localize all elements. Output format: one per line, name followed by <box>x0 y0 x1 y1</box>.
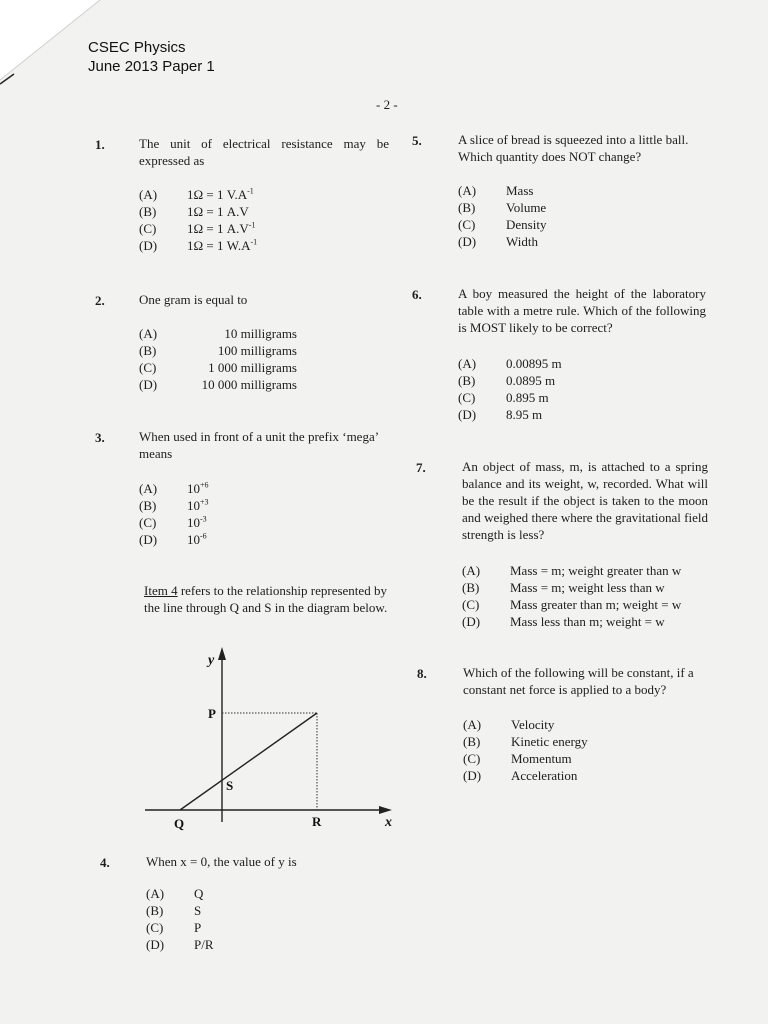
option-exponent: -1 <box>247 186 254 196</box>
option-row[interactable] <box>139 497 209 514</box>
question-5-options <box>458 182 546 250</box>
option-letter: (C) <box>139 221 157 236</box>
question-8-number: 8. <box>417 666 427 681</box>
option-row[interactable] <box>462 613 681 630</box>
item-reference-body: refers to the relationship represented by the line through Q and S in the diagram below. <box>144 583 388 615</box>
option-value: Volume <box>506 200 547 215</box>
option-letter: (A) <box>462 563 481 578</box>
question-6-options <box>458 355 562 423</box>
option-value: S <box>194 903 202 918</box>
question-8-text: Which of the following will be constant, if a constant net force is applied to a body? <box>463 665 694 697</box>
option-exponent: +6 <box>200 480 209 490</box>
question-6-number: 6. <box>412 287 422 302</box>
option-value: 0.00895 m <box>506 356 562 371</box>
option-value: 10 milligrams <box>224 326 297 341</box>
option-value: Mass greater than m; weight = w <box>510 597 682 612</box>
option-letter: (A) <box>146 886 165 901</box>
option-row[interactable] <box>458 355 562 372</box>
option-exponent: -6 <box>200 531 207 541</box>
question-1-number: 1. <box>95 137 105 152</box>
header-subject: CSEC Physics <box>88 39 186 56</box>
question-4-text: When x = 0, the value of y is <box>146 854 297 869</box>
question-3-text: When used in front of a unit the prefix ‘mega’ means <box>139 429 379 461</box>
graph-diagram <box>140 642 400 832</box>
option-value: 1Ω = 1 A.V <box>187 221 249 236</box>
option-row[interactable] <box>462 596 681 613</box>
question-2-text: One gram is equal to <box>139 292 248 307</box>
option-row[interactable] <box>458 233 546 250</box>
page-number: - 2 - <box>376 97 398 112</box>
option-row[interactable] <box>463 767 588 784</box>
option-letter: (D) <box>146 937 165 952</box>
option-value: Mass = m; weight less than w <box>510 580 665 595</box>
option-row[interactable] <box>146 919 214 936</box>
question-4-options <box>146 885 214 953</box>
option-row[interactable] <box>139 203 257 220</box>
option-letter: (B) <box>139 498 157 513</box>
question-5-text: A slice of bread is squeezed into a little ball. Which quantity does NOT change? <box>458 132 689 164</box>
option-letter: (B) <box>458 200 476 215</box>
header-exam: June 2013 Paper 1 <box>88 58 215 75</box>
option-value: Density <box>506 217 547 232</box>
option-row[interactable] <box>139 359 297 376</box>
option-exponent: +3 <box>200 497 209 507</box>
option-letter: (D) <box>139 532 158 547</box>
option-value: 10 <box>187 498 200 513</box>
option-row[interactable] <box>458 216 546 233</box>
option-exponent: -3 <box>200 514 207 524</box>
option-row[interactable] <box>139 237 257 254</box>
option-letter: (A) <box>458 183 477 198</box>
option-exponent: -1 <box>250 237 258 247</box>
point-s-label: S <box>226 778 234 793</box>
option-row[interactable] <box>462 562 681 579</box>
option-letter: (C) <box>462 597 480 612</box>
question-7-number: 7. <box>416 460 426 475</box>
x-axis-arrow-icon <box>379 806 392 814</box>
option-letter: (B) <box>463 734 481 749</box>
option-value: 10 000 milligrams <box>201 377 297 392</box>
option-row[interactable] <box>463 716 588 733</box>
option-value: 100 milligrams <box>217 343 297 358</box>
question-7-text: An object of mass, m, is attached to a spring balance and its weight, w, recorded. What will be the result if the object is taken to the moon and weighed there where the gravitational field strength is less? <box>462 459 708 542</box>
option-row[interactable] <box>139 220 257 237</box>
option-value: Mass = m; weight greater than w <box>510 563 682 578</box>
y-axis-label: y <box>208 653 215 668</box>
option-letter: (B) <box>462 580 480 595</box>
option-letter: (C) <box>463 751 481 766</box>
y-axis-arrow-icon <box>218 647 226 660</box>
option-row[interactable] <box>463 733 588 750</box>
option-value: Mass <box>506 183 534 198</box>
point-r-label: R <box>312 814 322 829</box>
option-letter: (D) <box>139 238 158 253</box>
option-row[interactable] <box>139 514 209 531</box>
question-3-options <box>139 480 209 548</box>
option-row[interactable] <box>462 579 681 596</box>
option-row[interactable] <box>139 531 209 548</box>
question-2-options <box>139 325 297 393</box>
option-letter: (B) <box>139 343 157 358</box>
option-letter: (D) <box>463 768 482 783</box>
option-value: 10 <box>187 481 200 496</box>
option-value: 0.0895 m <box>506 373 556 388</box>
question-2-number: 2. <box>95 293 105 308</box>
option-letter: (C) <box>139 515 157 530</box>
option-value: P <box>194 920 202 935</box>
option-letter: (C) <box>139 360 157 375</box>
line-qs <box>180 713 317 810</box>
option-row[interactable] <box>458 372 562 389</box>
option-row[interactable] <box>139 480 209 497</box>
option-row[interactable] <box>458 389 562 406</box>
option-row[interactable] <box>146 902 214 919</box>
question-1-text: The unit of electrical resistance may be expressed as <box>139 136 389 168</box>
option-value: Q <box>194 886 204 901</box>
option-value: 8.95 m <box>506 407 543 422</box>
option-value: 10 <box>187 532 200 547</box>
question-7-options <box>462 562 681 630</box>
question-3-number: 3. <box>95 430 105 445</box>
option-value: Velocity <box>511 717 555 732</box>
question-8-options <box>463 716 588 784</box>
option-row[interactable] <box>146 936 214 953</box>
option-value: Mass less than m; weight = w <box>510 614 665 629</box>
option-letter: (B) <box>458 373 476 388</box>
option-row[interactable] <box>458 199 546 216</box>
item-reference-link: Item 4 <box>144 583 178 598</box>
question-5-number: 5. <box>412 133 422 148</box>
option-row[interactable] <box>146 885 214 902</box>
option-row[interactable] <box>458 406 562 423</box>
option-row[interactable] <box>139 376 297 393</box>
option-letter: (A) <box>139 326 158 341</box>
question-6-text: A boy measured the height of the laboratory table with a metre rule. Which of the following is MOST likely to be correct? <box>458 286 706 335</box>
option-row[interactable] <box>139 325 297 342</box>
option-exponent: -1 <box>248 220 256 230</box>
option-value: 10 <box>187 515 200 530</box>
option-value: Acceleration <box>511 768 578 783</box>
option-row[interactable] <box>458 182 546 199</box>
option-value: P/R <box>194 937 214 952</box>
option-value: 1 000 milligrams <box>208 360 297 375</box>
document-header <box>88 38 215 76</box>
point-q-label: Q <box>174 816 185 831</box>
option-letter: (D) <box>458 407 477 422</box>
option-value: 1Ω = 1 V.A <box>187 187 248 202</box>
item-reference-text <box>144 582 394 616</box>
option-letter: (C) <box>458 390 476 405</box>
question-4-number: 4. <box>100 855 110 870</box>
question-1-options <box>139 186 257 254</box>
option-letter: (D) <box>458 234 477 249</box>
option-value: Width <box>506 234 538 249</box>
option-letter: (D) <box>462 614 481 629</box>
option-row[interactable] <box>139 186 257 203</box>
option-value: Kinetic energy <box>511 734 588 749</box>
option-letter: (A) <box>458 356 477 371</box>
option-value: 1Ω = 1 A.V <box>187 204 249 219</box>
option-row[interactable] <box>463 750 588 767</box>
option-value: 0.895 m <box>506 390 549 405</box>
option-letter: (A) <box>139 187 158 202</box>
option-letter: (B) <box>139 204 157 219</box>
option-row[interactable] <box>139 342 297 359</box>
option-letter: (A) <box>139 481 158 496</box>
option-letter: (B) <box>146 903 164 918</box>
option-letter: (C) <box>458 217 476 232</box>
x-axis-label: x <box>385 815 392 830</box>
option-value: 1Ω = 1 W.A <box>187 238 251 253</box>
option-letter: (A) <box>463 717 482 732</box>
point-p-label: P <box>208 706 216 721</box>
option-letter: (D) <box>139 377 158 392</box>
option-value: Momentum <box>511 751 572 766</box>
option-letter: (C) <box>146 920 164 935</box>
